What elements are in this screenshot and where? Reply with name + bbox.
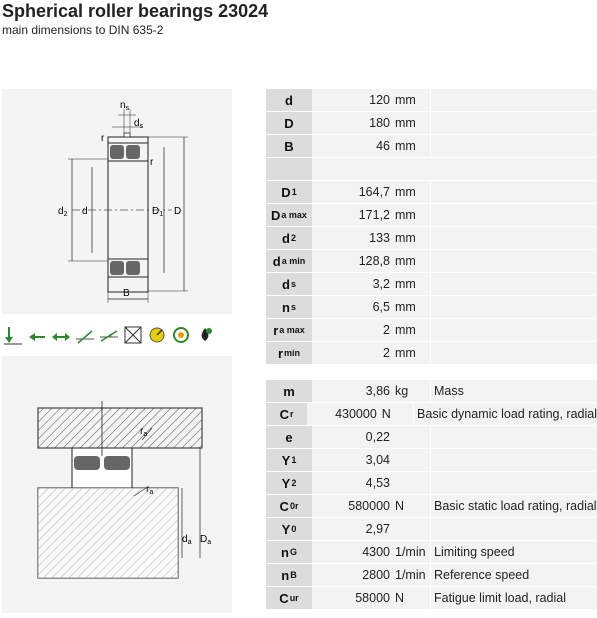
row-value: 171,2 (358, 208, 390, 222)
row-description (430, 518, 597, 540)
lubrication-icon (194, 322, 216, 348)
row-description (430, 227, 597, 249)
table-row (266, 380, 597, 402)
row-description (430, 250, 597, 272)
label-r-right: r (150, 157, 154, 168)
row-unit: mm (395, 231, 416, 245)
row-value: 58000 (355, 591, 390, 605)
row-symbol: Y 1 (266, 449, 312, 471)
table-row (266, 273, 597, 295)
row-value: 4,53 (365, 476, 390, 490)
table-row (266, 204, 597, 226)
table-row (266, 449, 597, 471)
row-value: 6,5 (372, 300, 390, 314)
bearing-dimension-drawing (2, 89, 232, 314)
row-unit: mm (395, 139, 416, 153)
row-description (430, 296, 597, 318)
table-row (266, 181, 597, 203)
row-description (430, 319, 597, 341)
table-row (266, 564, 597, 586)
row-value: 128,8 (358, 254, 390, 268)
table-row (266, 89, 597, 111)
row-value: 430000 (335, 407, 377, 421)
row-value: 46 (376, 139, 390, 153)
bidirectional-axial-icon (50, 322, 72, 348)
row-unit (394, 518, 430, 540)
row-unit: 1/min (395, 545, 426, 559)
row-symbol: B (266, 135, 312, 157)
row-unit (394, 449, 430, 471)
row-value: 2 (383, 323, 390, 337)
row-unit: N (381, 407, 391, 421)
table-row (266, 472, 597, 494)
row-symbol: m (266, 380, 312, 402)
table-row (266, 518, 597, 540)
row-unit: N (395, 591, 405, 605)
row-unit: kg (395, 384, 409, 398)
row-description: Basic dynamic load rating, radial (413, 403, 597, 425)
row-description: Fatigue limit load, radial (430, 587, 597, 609)
table-row (266, 296, 597, 318)
row-value: 3,2 (372, 277, 390, 291)
row-symbol: n B (266, 564, 312, 586)
row-unit: mm (395, 346, 416, 360)
table-row (266, 426, 597, 448)
row-description: Limiting speed (430, 541, 597, 563)
row-symbol: d s (266, 273, 312, 295)
row-value: 4300 (362, 545, 390, 559)
label-ns: $n_s$ (120, 100, 130, 112)
row-description (430, 342, 597, 364)
row-symbol: Y 2 (266, 472, 312, 494)
page-title: Spherical roller bearings 23024 (2, 1, 269, 21)
table-row (266, 319, 597, 341)
row-symbol: D a max (266, 204, 312, 226)
table-row (266, 135, 597, 157)
label-D: D (174, 206, 182, 217)
row-unit: 1/min (395, 568, 426, 582)
row-unit: mm (395, 93, 416, 107)
label-r-top: r (101, 133, 105, 144)
feature-icon-bar (2, 318, 232, 352)
rotation-icon (170, 322, 192, 348)
row-value: 180 (369, 116, 390, 130)
row-description (430, 449, 597, 471)
row-value: 164,7 (358, 185, 390, 199)
row-symbol: n G (266, 541, 312, 563)
label-da: $d_a$ (182, 534, 192, 546)
row-symbol: d 2 (266, 227, 312, 249)
row-symbol: D (266, 112, 312, 134)
row-value: 3,86 (365, 384, 390, 398)
misalignment-icon (74, 322, 96, 348)
row-description (430, 181, 597, 203)
table-row (266, 112, 597, 134)
table-row (266, 403, 597, 425)
angular-misalignment-icon (98, 322, 120, 348)
row-symbol: C ur (266, 587, 312, 609)
row-description (430, 273, 597, 295)
row-description: Reference speed (430, 564, 597, 586)
table-row (266, 342, 597, 364)
row-unit: mm (395, 300, 416, 314)
row-description: Basic static load rating, radial (430, 495, 597, 517)
row-unit: mm (395, 185, 416, 199)
row-unit: mm (395, 208, 416, 222)
row-unit: mm (395, 323, 416, 337)
row-description (430, 204, 597, 226)
row-value: 3,04 (365, 453, 390, 467)
row-value: 2,97 (365, 522, 390, 536)
label-B: B (123, 288, 130, 299)
label-d2: $d_2$ (58, 206, 68, 218)
row-unit (394, 472, 430, 494)
table-row (266, 495, 597, 517)
row-symbol: r min (266, 342, 312, 364)
row-value: 120 (369, 93, 390, 107)
row-description (430, 472, 597, 494)
row-unit: mm (395, 254, 416, 268)
speed-icon (146, 322, 168, 348)
row-symbol: d a min (266, 250, 312, 272)
table-row (266, 227, 597, 249)
row-value: 0,22 (365, 430, 390, 444)
row-description (430, 112, 597, 134)
label-ra-bottom: $r_a$ (146, 484, 154, 496)
label-ra-top: $r_a$ (140, 426, 148, 438)
row-value: 580000 (348, 499, 390, 513)
label-d: d (82, 206, 88, 217)
ratings-table (266, 380, 597, 610)
row-unit: mm (395, 116, 416, 130)
row-value: 133 (369, 231, 390, 245)
table-row (266, 541, 597, 563)
row-symbol: d (266, 89, 312, 111)
table-row (266, 250, 597, 272)
axial-load-icon (26, 322, 48, 348)
radial-load-icon (2, 322, 24, 348)
main-dimensions-table (266, 89, 597, 365)
row-description (430, 426, 597, 448)
page-subtitle: main dimensions to DIN 635-2 (2, 23, 164, 37)
row-symbol: D 1 (266, 181, 312, 203)
no-seal-icon (122, 322, 144, 348)
label-D1: $D_1$ (152, 206, 164, 218)
row-symbol: e (266, 426, 312, 448)
mounting-dimension-drawing (2, 356, 232, 613)
table-spacer (266, 158, 597, 180)
row-unit: mm (395, 277, 416, 291)
row-unit (394, 426, 430, 448)
row-description (430, 89, 597, 111)
row-symbol: C 0r (266, 495, 312, 517)
label-ds: $d_s$ (134, 118, 144, 130)
row-unit: N (395, 499, 405, 513)
label-Da: $D_a$ (200, 534, 212, 546)
row-symbol: Y 0 (266, 518, 312, 540)
row-symbol: n s (266, 296, 312, 318)
row-description: Mass (430, 380, 597, 402)
row-symbol: C r (266, 403, 307, 425)
table-row (266, 587, 597, 609)
row-value: 2800 (362, 568, 390, 582)
row-value: 2 (383, 346, 390, 360)
row-symbol: r a max (266, 319, 312, 341)
row-description (430, 135, 597, 157)
